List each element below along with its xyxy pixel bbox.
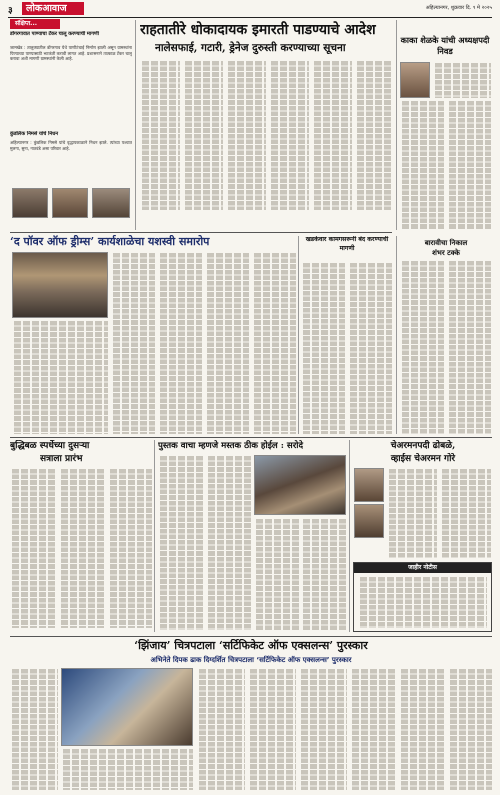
rule-power bbox=[10, 232, 392, 233]
sankshipt-photo-2 bbox=[52, 188, 88, 218]
chairman-subhead: व्हाईस चेअरमन गोरे bbox=[390, 454, 456, 464]
power-body-0 bbox=[12, 320, 108, 434]
baravi-body-1 bbox=[400, 260, 444, 434]
zhinjay-body-6 bbox=[399, 668, 445, 790]
lead-body-col5 bbox=[312, 60, 352, 210]
lead-body-col1 bbox=[140, 60, 180, 210]
notice-box bbox=[353, 562, 492, 632]
zhinjay-body-1 bbox=[10, 668, 58, 790]
sankshipt-item2-body: अहिल्यानगर : कुंडलिक निमसे यांचे वृद्धापकाळाने निधन झाले. त्यांच्या पश्चात मुलगा, सुना, नातवंडे असा परिवार आहे. bbox=[10, 140, 132, 151]
sankshipt-photo-3 bbox=[92, 188, 130, 218]
kaka-body-2 bbox=[447, 100, 491, 230]
masthead bbox=[8, 2, 492, 16]
lead-body-col2 bbox=[183, 60, 223, 210]
page-number: ३ bbox=[8, 6, 13, 16]
sankshipt-item1-title: डोंगरगावात पाण्याचा टँकर चालू करण्याची मागणी bbox=[10, 31, 99, 37]
power-body-3 bbox=[205, 252, 249, 434]
zhinjay-body-4 bbox=[299, 668, 347, 790]
col-rule-1 bbox=[135, 20, 136, 230]
wardi-body-2 bbox=[348, 262, 392, 434]
zhinjay-headline: ‘झिंजाय’ चित्रपटाला ‘सर्टिफिकेट ऑफ एक्सलन्स’ पुरस्कार bbox=[134, 639, 368, 652]
masthead-logo-box bbox=[22, 2, 84, 15]
power-body-4 bbox=[252, 252, 296, 434]
date-line: अहिल्यानगर, शुक्रवार दि. ९ मे २०२५ bbox=[425, 5, 492, 11]
chairman-body-1 bbox=[387, 468, 437, 558]
zhinjay-body-5 bbox=[350, 668, 396, 790]
lead-subhead: नालेसफाई, गटारी, ड्रेनेज दुरुस्ती करण्याच्या सूचना bbox=[155, 42, 346, 54]
sankshipt-item2-title: कुंडलिक निमसे यांचे निधन bbox=[10, 131, 58, 137]
budhhi-subhead: सत्राला प्रारंभ bbox=[40, 454, 83, 464]
chairman-headline: चेअरमनपदी ढोबळे, bbox=[390, 441, 456, 451]
zhinjay-subhead: अभिनेते दिपक ढाक दिग्दर्शित चित्रपटाला ‘सर्टिफिकेट ऑफ एक्सलन्स’ पुरस्कार bbox=[150, 656, 352, 664]
pustak-headline: पुस्तक वाचा म्हणजे मस्तक ठीक होईल : सरोदे bbox=[158, 441, 304, 451]
budhhi-body-3 bbox=[108, 468, 152, 628]
zhinjay-body-3 bbox=[248, 668, 296, 790]
pustak-body-2 bbox=[206, 455, 251, 630]
baravi-body-2 bbox=[447, 260, 491, 434]
chairman-body-2 bbox=[440, 468, 491, 558]
col-rule-5 bbox=[154, 440, 155, 632]
sankshipt-photo-1 bbox=[12, 188, 48, 218]
sankshipt-item1-body: जामखेड : तालुक्यातील डोंगरगाव येथे पाणीटंचाई निर्माण झाली असून ग्रामस्थांना पिण्याच्या पाण्यासाठी भटकंती करावी लागत आहे. प्रशासनाने तात्काळ टँकर चालू करावा अशी मागणी ग्रामस्थांनी केली आहे. bbox=[10, 45, 132, 62]
lead-body-col3 bbox=[226, 60, 266, 210]
baravi-headline: बारावीचा निकाल bbox=[424, 238, 468, 247]
rule-mid bbox=[10, 437, 492, 438]
kaka-headline: काका शेळके यांची अध्यक्षपदी निवड bbox=[400, 35, 490, 56]
col-rule-6 bbox=[349, 440, 350, 632]
kaka-body-1 bbox=[400, 100, 444, 230]
notice-title-bar bbox=[354, 563, 491, 573]
wardi-headline: खडकेवार कामगसरूनी बंद करण्याची मागणी bbox=[305, 236, 389, 252]
col-rule-3 bbox=[298, 236, 299, 434]
pustak-body-3 bbox=[254, 518, 299, 630]
wardi-body-1 bbox=[301, 262, 345, 434]
col-rule-4 bbox=[396, 236, 397, 434]
power-body-1 bbox=[111, 252, 155, 434]
budhhi-headline: बुद्धिबळ स्पर्धेच्या दुसऱ्या bbox=[10, 441, 90, 451]
zhinjay-body-2 bbox=[197, 668, 245, 790]
masthead-logo: लोकआवाज bbox=[26, 3, 67, 14]
zhinjay-photo bbox=[61, 668, 193, 746]
notice-body bbox=[358, 576, 487, 628]
col-rule-2 bbox=[396, 20, 397, 230]
rule-bottom bbox=[10, 636, 492, 637]
lead-headline: राहतातीरे धोकादायक इमारती पाडण्याचे आदेश bbox=[140, 22, 376, 38]
zhinjay-caption bbox=[61, 748, 193, 790]
kaka-photo bbox=[400, 62, 430, 98]
chairman-photo-2 bbox=[354, 504, 384, 538]
budhhi-body-2 bbox=[59, 468, 105, 628]
zhinjay-body-7 bbox=[448, 668, 492, 790]
lead-body-col4 bbox=[269, 60, 309, 210]
lead-body-col6 bbox=[355, 60, 393, 210]
power-photo bbox=[12, 252, 108, 318]
masthead-rule bbox=[8, 17, 492, 18]
baravi-subhead: शंभर टक्के bbox=[432, 248, 460, 257]
pustak-body-4 bbox=[301, 518, 346, 630]
sankshipt-caption bbox=[10, 220, 132, 230]
power-body-2 bbox=[158, 252, 202, 434]
notice-title: जाहीर नोटीस bbox=[408, 564, 437, 571]
kaka-body-top bbox=[433, 62, 491, 98]
sankshipt-label-box bbox=[10, 19, 60, 29]
pustak-body-1 bbox=[158, 455, 203, 630]
pustak-photo bbox=[254, 455, 346, 515]
budhhi-body-1 bbox=[10, 468, 56, 628]
power-headline: ‘द पॉवर ऑफ ड्रीम्स’ कार्यशाळेचा यशस्वी समारोप bbox=[10, 235, 210, 248]
chairman-photo-1 bbox=[354, 468, 384, 502]
sankshipt-label: संक्षिप्त... bbox=[15, 20, 38, 27]
